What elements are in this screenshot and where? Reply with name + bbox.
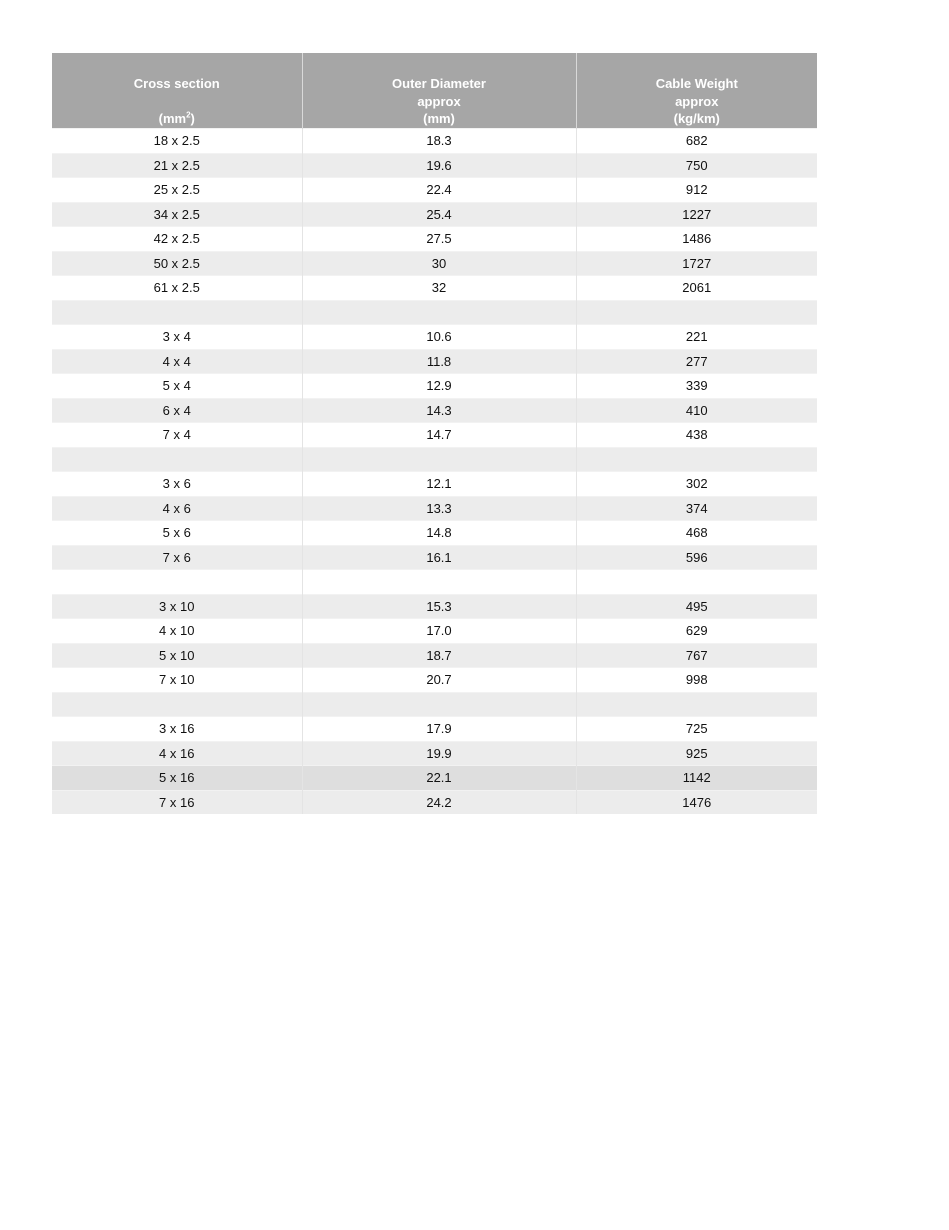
table-row [52,374,817,399]
outer-diameter-cell [302,570,576,595]
cross-section-cell: 25 x 2.5 [52,178,302,203]
outer-diameter-cell: 32 [302,276,576,301]
cable-weight-cell [576,570,817,595]
outer-diameter-cell: 18.7 [302,643,576,668]
cable-weight-cell: 277 [576,349,817,374]
table-row [52,472,817,497]
table-row [52,300,817,325]
header-outer-diameter-approx: approx [417,94,461,109]
table-row [52,594,817,619]
outer-diameter-cell: 14.3 [302,398,576,423]
cross-section-cell [52,447,302,472]
cross-section-cell: 4 x 4 [52,349,302,374]
outer-diameter-cell: 10.6 [302,325,576,350]
table-row [52,766,817,791]
table-row [52,423,817,448]
cable-weight-cell: 339 [576,374,817,399]
cable-weight-cell: 725 [576,717,817,742]
table-row [52,276,817,301]
cross-section-cell: 4 x 6 [52,496,302,521]
cable-weight-cell: 221 [576,325,817,350]
outer-diameter-cell: 17.0 [302,619,576,644]
outer-diameter-cell: 27.5 [302,227,576,252]
cable-weight-cell: 912 [576,178,817,203]
cable-weight-cell: 925 [576,741,817,766]
cross-section-cell [52,692,302,717]
outer-diameter-cell: 16.1 [302,545,576,570]
cross-section-cell: 61 x 2.5 [52,276,302,301]
cable-weight-cell [576,692,817,717]
table-row [52,325,817,350]
outer-diameter-cell: 17.9 [302,717,576,742]
cable-weight-cell: 1142 [576,766,817,791]
header-outer-diameter-unit: (mm) [423,111,455,126]
outer-diameter-cell: 14.7 [302,423,576,448]
table-row [52,202,817,227]
outer-diameter-cell: 14.8 [302,521,576,546]
cross-section-cell: 5 x 16 [52,766,302,791]
cross-section-cell: 5 x 6 [52,521,302,546]
cross-section-cell [52,300,302,325]
table-row [52,129,817,154]
table-header [52,53,817,129]
cable-weight-cell: 998 [576,668,817,693]
header-cable-weight-unit: (kg/km) [673,111,720,126]
table-row [52,790,817,814]
cross-section-cell: 21 x 2.5 [52,153,302,178]
cable-spec-table [52,53,817,814]
cable-weight-cell: 767 [576,643,817,668]
table-row [52,570,817,595]
cable-weight-cell: 596 [576,545,817,570]
cross-section-cell [52,570,302,595]
outer-diameter-cell: 12.1 [302,472,576,497]
outer-diameter-cell: 19.6 [302,153,576,178]
cross-section-cell: 7 x 4 [52,423,302,448]
cross-section-cell: 3 x 4 [52,325,302,350]
outer-diameter-cell: 30 [302,251,576,276]
outer-diameter-cell: 20.7 [302,668,576,693]
table-row [52,717,817,742]
cable-weight-cell: 302 [576,472,817,497]
cross-section-cell: 3 x 10 [52,594,302,619]
cross-section-cell: 5 x 4 [52,374,302,399]
cross-section-cell: 7 x 6 [52,545,302,570]
cable-weight-cell: 629 [576,619,817,644]
cross-section-cell: 6 x 4 [52,398,302,423]
header-outer-diameter [302,53,576,129]
table-row [52,741,817,766]
outer-diameter-cell: 19.9 [302,741,576,766]
table-row [52,521,817,546]
table-row [52,545,817,570]
table-row [52,227,817,252]
header-cross-section [52,53,302,129]
table-row [52,251,817,276]
cable-weight-cell: 1476 [576,790,817,814]
cable-weight-cell: 374 [576,496,817,521]
header-cross-section-title: Cross section [133,76,220,91]
cross-section-cell: 7 x 10 [52,668,302,693]
header-cable-weight-title: Cable Weight [655,76,738,91]
cross-section-cell: 42 x 2.5 [52,227,302,252]
cross-section-cell: 18 x 2.5 [52,129,302,154]
outer-diameter-cell: 13.3 [302,496,576,521]
cross-section-cell: 50 x 2.5 [52,251,302,276]
outer-diameter-cell [302,692,576,717]
cable-weight-cell: 495 [576,594,817,619]
cross-section-cell: 34 x 2.5 [52,202,302,227]
cross-section-cell: 4 x 16 [52,741,302,766]
header-row [52,53,817,129]
outer-diameter-cell: 15.3 [302,594,576,619]
table-row [52,153,817,178]
outer-diameter-cell: 22.4 [302,178,576,203]
cable-weight-cell: 1486 [576,227,817,252]
cable-weight-cell: 1227 [576,202,817,227]
table-row [52,349,817,374]
table-row [52,643,817,668]
table-row [52,619,817,644]
cable-weight-cell [576,447,817,472]
cable-weight-cell: 468 [576,521,817,546]
cross-section-cell: 5 x 10 [52,643,302,668]
table-row [52,447,817,472]
outer-diameter-cell: 24.2 [302,790,576,814]
header-cable-weight [576,53,817,129]
cable-weight-cell [576,300,817,325]
outer-diameter-cell [302,447,576,472]
cross-section-cell: 3 x 16 [52,717,302,742]
table-row [52,668,817,693]
outer-diameter-cell: 18.3 [302,129,576,154]
outer-diameter-cell: 11.8 [302,349,576,374]
cross-section-cell: 4 x 10 [52,619,302,644]
table-row [52,178,817,203]
header-cable-weight-approx: approx [675,94,719,109]
outer-diameter-cell: 12.9 [302,374,576,399]
cable-weight-cell: 682 [576,129,817,154]
outer-diameter-cell [302,300,576,325]
outer-diameter-cell: 22.1 [302,766,576,791]
cross-section-cell: 3 x 6 [52,472,302,497]
cable-weight-cell: 2061 [576,276,817,301]
table-row [52,496,817,521]
outer-diameter-cell: 25.4 [302,202,576,227]
table-body [52,129,817,815]
header-outer-diameter-title: Outer Diameter [392,76,486,91]
cable-weight-cell: 750 [576,153,817,178]
header-cross-section-unit: $(mm^2)$ [158,110,195,126]
table-row [52,692,817,717]
cable-weight-cell: 438 [576,423,817,448]
cable-weight-cell: 1727 [576,251,817,276]
table-row [52,398,817,423]
cross-section-cell: 7 x 16 [52,790,302,814]
cable-weight-cell: 410 [576,398,817,423]
